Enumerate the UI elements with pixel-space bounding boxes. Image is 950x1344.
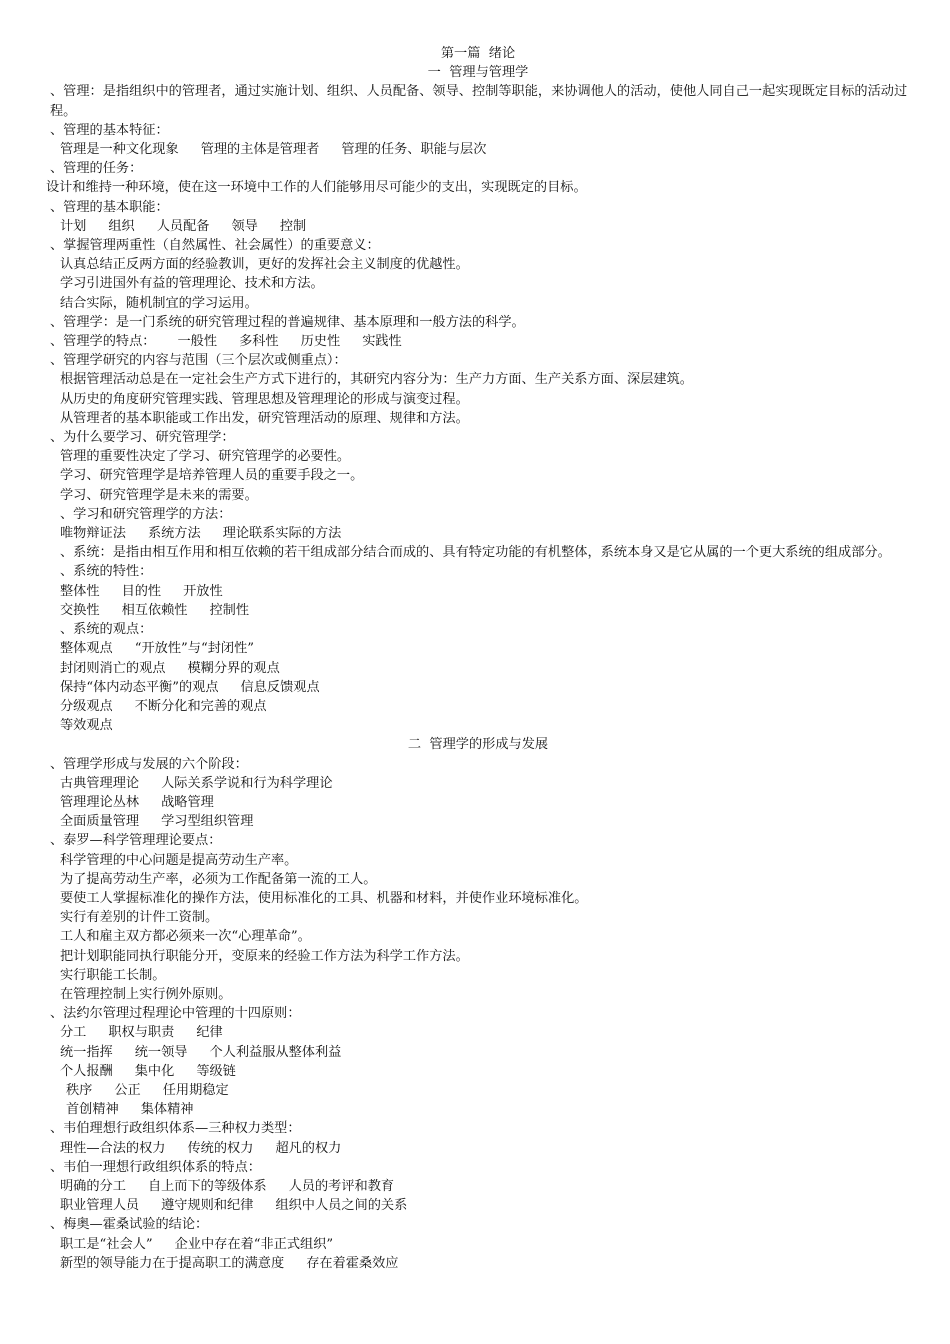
chapter-2-title: 二 管理学的形成与发展: [407, 737, 549, 753]
method-item: 系统方法: [147, 526, 201, 542]
characteristic-item: 历史性: [300, 334, 341, 350]
weber-features-row: [46, 1196, 910, 1215]
why-line: 学习、研究管理学是培养管理人员的重要手段之一。: [60, 468, 364, 484]
heading-six-stages: 、管理学形成与发展的六个阶段：: [50, 756, 248, 772]
principle-item: 首创精神: [66, 1102, 119, 1118]
property-item: 控制性: [209, 602, 250, 618]
method-item: 理论联系实际的方法: [222, 526, 342, 542]
stage-item: 战略管理: [161, 794, 214, 810]
taylor-line: 工人和雇主双方都必须来一次“心理革命”。: [60, 929, 311, 945]
method-item: 唯物辩证法: [60, 526, 126, 542]
chapter-1-title: 一 管理与管理学: [427, 65, 529, 81]
view-item: 封闭则消亡的观点: [60, 660, 166, 676]
functions-row: [46, 217, 910, 236]
view-item: 等效观点: [60, 718, 113, 734]
taylor-line: 在管理控制上实行例外原则。: [60, 986, 232, 1002]
duality-line: 学习引进国外有益的管理理论、技术和方法。: [60, 276, 324, 292]
heading-characteristics: 、管理学的特点：: [50, 334, 156, 350]
mayo-row: [46, 1235, 910, 1254]
power-item: 传统的权力: [187, 1140, 254, 1156]
stage-item: 管理理论丛林: [60, 794, 140, 810]
view-item: 信息反馈观点: [240, 679, 320, 695]
research-line: 根据管理活动总是在一定社会生产方式下进行的，其研究内容分为：生产力方面、生产关系方面、深层建筑。: [60, 372, 693, 388]
principle-item: 个人利益服从整体利益: [209, 1044, 342, 1060]
characteristics-row: [46, 332, 910, 351]
principles-row: [46, 1081, 910, 1100]
property-item: 整体性: [60, 583, 100, 599]
stages-row: [46, 774, 910, 793]
definition-system-text: 、系统：是指由相互作用和相互依赖的若干组成部分结合而成的、具有特定功能的有机整体，系统本身又是它从属的一个更大系统的组成部分。: [60, 545, 891, 561]
principle-item: 集中化: [134, 1063, 175, 1079]
taylor-line: 实行有差别的计件工资制。: [60, 910, 219, 926]
heading-taylor: 、泰罗—科学管理理论要点：: [50, 833, 222, 849]
weber-feature-item: 遵守规则和纪律: [161, 1198, 254, 1214]
mayo-item: 存在着霍桑效应: [306, 1255, 399, 1271]
views-row: [46, 639, 910, 658]
weber-feature-item: 人员的考评和教育: [288, 1178, 395, 1194]
power-row: [46, 1139, 910, 1158]
function-item: 计划: [60, 218, 87, 234]
heading-mayo: 、梅奥—霍桑试验的结论：: [50, 1217, 209, 1233]
definition-management-science: 、管理学：是一门系统的研究管理过程的普遍规律、基本原理和一般方法的科学。: [50, 314, 525, 330]
feature-item: 管理的主体是管理者: [200, 142, 320, 158]
research-line: 从历史的角度研究管理实践、管理思想及管理理论的形成与演变过程。: [60, 391, 469, 407]
taylor-line: 实行职能工长制。: [60, 967, 166, 983]
taylor-line: 要使工人掌握标准化的操作方法，使用标准化的工具、机器和材料，并使作业环境标准化。: [60, 890, 588, 906]
function-item: 领导: [231, 218, 258, 234]
principle-item: 等级链: [196, 1063, 236, 1079]
mayo-item: 企业中存在着“非正式组织”: [174, 1236, 334, 1252]
definition-management: 、管理：是指组织中的管理者，通过实施计划、组织、人员配备、领导、控制等职能，来协调他人的活动，使他人同自己一起实现既定目标的活动过程。: [50, 84, 908, 119]
heading-duality: 、掌握管理两重性（自然属性、社会属性）的重要意义：: [50, 238, 380, 254]
mayo-row: [46, 1254, 910, 1273]
mayo-item: 职工是“社会人”: [60, 1236, 153, 1252]
heading-system-properties: 、系统的特性：: [60, 564, 153, 580]
heading-functions: 、管理的基本职能：: [50, 199, 169, 215]
principles-row: [46, 1023, 910, 1042]
view-item: 保持“体内动态平衡”的观点: [60, 679, 219, 695]
duality-line: 认真总结正反两方面的经验教训，更好的发挥社会主义制度的优越性。: [60, 257, 469, 273]
principle-item: 分工: [60, 1025, 87, 1041]
view-item: 模糊分界的观点: [187, 660, 280, 676]
principle-item: 统一领导: [134, 1044, 188, 1060]
tasks-body: 设计和维持一种环境，使在这一环境中工作的人们能够用尽可能少的支出，实现既定的目标。: [46, 180, 587, 196]
heading-tasks: 、管理的任务：: [50, 161, 143, 177]
stages-row: [46, 812, 910, 831]
heading-study-methods: 、学习和研究管理学的方法：: [60, 506, 232, 522]
why-line: 管理的重要性决定了学习、研究管理学的必要性。: [60, 449, 351, 465]
why-line: 学习、研究管理学是未来的需要。: [60, 487, 258, 503]
weber-feature-item: 职业管理人员: [60, 1198, 140, 1214]
views-row: [46, 697, 910, 716]
function-item: 组织: [108, 218, 135, 234]
weber-features-row: [46, 1177, 910, 1196]
methods-row: [46, 524, 910, 543]
views-row: [46, 678, 910, 697]
principle-item: 任用期稳定: [162, 1082, 229, 1098]
principle-item: 统一指挥: [60, 1044, 113, 1060]
characteristic-item: 一般性: [177, 334, 218, 350]
stage-item: 全面质量管理: [60, 814, 140, 830]
stages-row: [46, 793, 910, 812]
principle-item: 秩序: [66, 1082, 93, 1098]
properties-row: [46, 601, 910, 620]
stage-item: 学习型组织管理: [161, 814, 254, 830]
property-item: 相互依赖性: [121, 602, 188, 618]
view-item: 整体观点: [60, 641, 113, 657]
definition-system: [46, 543, 910, 562]
heading-fayol: 、法约尔管理过程理论中管理的十四原则：: [50, 1006, 301, 1022]
weber-feature-item: 组织中人员之间的关系: [275, 1198, 408, 1214]
heading-weber-features: 、韦伯一理想行政组织体系的特点：: [50, 1159, 261, 1175]
function-item: 控制: [279, 218, 307, 234]
property-item: 目的性: [121, 583, 162, 599]
heading-research-scope: 、管理学研究的内容与范围（三个层次或侧重点）：: [50, 353, 347, 369]
principles-row: [46, 1100, 910, 1119]
features-row: [46, 140, 910, 159]
mayo-item: 新型的领导能力在于提高职工的满意度: [60, 1255, 285, 1271]
duality-line: 结合实际，随机制宜的学习运用。: [60, 295, 258, 311]
research-line: 从管理者的基本职能或工作出发，研究管理活动的原理、规律和方法。: [60, 410, 469, 426]
power-item: 超凡的权力: [275, 1140, 342, 1156]
heading-why-study: 、为什么要学习、研究管理学：: [50, 430, 235, 446]
principles-row: [46, 1062, 910, 1081]
stage-item: 人际关系学说和行为科学理论: [161, 775, 333, 791]
principle-item: 纪律: [196, 1025, 223, 1041]
feature-item: 管理的任务、职能与层次: [341, 142, 487, 158]
principle-item: 集体精神: [140, 1102, 194, 1118]
feature-item: 管理是一种文化现象: [60, 142, 179, 158]
taylor-line: 科学管理的中心问题是提高劳动生产率。: [60, 852, 298, 868]
principle-item: 职权与职责: [108, 1025, 175, 1041]
view-item: 分级观点: [60, 698, 113, 714]
views-row: [46, 659, 910, 678]
property-item: 开放性: [183, 583, 223, 599]
principle-item: 个人报酬: [60, 1063, 113, 1079]
heading-basic-features: 、管理的基本特征：: [50, 122, 169, 138]
principle-item: 公正: [114, 1082, 141, 1098]
weber-feature-item: 自上而下的等级体系: [147, 1178, 267, 1194]
characteristic-item: 实践性: [362, 334, 402, 350]
property-item: 交换性: [60, 602, 100, 618]
view-item: 不断分化和完善的观点: [134, 698, 267, 714]
taylor-line: 把计划职能同执行职能分开，变原来的经验工作方法为科学工作方法。: [60, 948, 469, 964]
properties-row: [46, 582, 910, 601]
function-item: 人员配备: [156, 218, 210, 234]
part-title: 第一篇 绪论: [440, 46, 516, 61]
characteristic-item: 多科性: [239, 334, 279, 350]
power-item: 理性—合法的权力: [60, 1140, 166, 1156]
taylor-line: 为了提高劳动生产率，必须为工作配备第一流的工人。: [60, 871, 377, 887]
heading-weber-power: 、韦伯理想行政组织体系—三种权力类型：: [50, 1121, 301, 1137]
heading-system-views: 、系统的观点：: [60, 622, 153, 638]
weber-feature-item: 明确的分工: [60, 1178, 126, 1194]
stage-item: 古典管理理论: [60, 775, 140, 791]
view-item: “开放性”与“封闭性”: [134, 641, 255, 657]
principles-row: [46, 1043, 910, 1062]
